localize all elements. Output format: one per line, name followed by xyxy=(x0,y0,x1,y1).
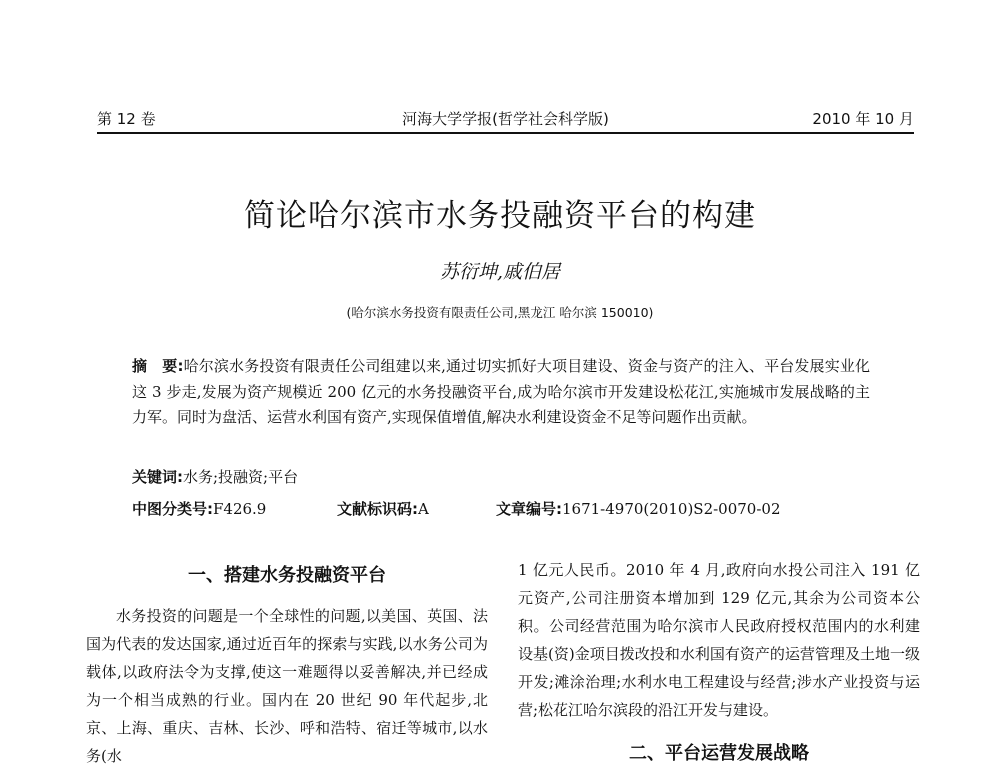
left-column xyxy=(86,556,488,770)
article-number-label: 文章编号: xyxy=(496,500,562,518)
keywords-label: 关键词: xyxy=(132,468,183,486)
doc-code xyxy=(337,498,429,519)
header-volume: 第 12 卷 xyxy=(97,110,156,128)
right-paragraph: 1 亿元人民币。2010 年 4 月,政府向水投公司注入 191 亿元资产,公司注册资本增加到 129 亿元,其余为公司资本公积。公司经营范围为哈尔滨市人民政府授权范围内的水利建设基(资)金项目拨改投和水利国有资产的运营管理及土地一级开发;滩涂治理;水利水电工程建设与经营;涉水产业投资与运营;松花江哈尔滨段的沿江开发与建设。 xyxy=(518,561,920,719)
doc-label: 文献标识码: xyxy=(337,500,418,518)
abstract-label: 摘 要: xyxy=(132,357,184,375)
keywords xyxy=(132,466,298,487)
doc-value: A xyxy=(418,500,429,518)
section-1-title: 一、搭建水务投融资平台 xyxy=(188,565,386,586)
abstract-text: 哈尔滨水务投资有限责任公司组建以来,通过切实抓好大项目建设、资金与资产的注入、平台发展实业化这 3 步走,发展为资产规模近 200 亿元的水务投融资平台,成为哈尔滨市开发建设松花江,实施城市发展战略的主力军。同时为盘活、运营水利国有资产,实现保值增值,解决水利建设资金不足等问题作出贡献。 xyxy=(132,357,871,426)
clc-number xyxy=(132,498,266,519)
left-paragraph: 水务投资的问题是一个全球性的问题,以美国、英国、法国为代表的发达国家,通过近百年的探索与实践,以水务公司为载体,以政府法令为支撑,使这一难题得以妥善解决,并已经成为一个相当成熟的行业。国内在 20 世纪 90 年代起步,北京、上海、重庆、吉林、长沙、呼和浩特、宿迁等城市,以水务(水 xyxy=(86,607,488,765)
running-header xyxy=(97,106,914,134)
right-column xyxy=(518,556,920,768)
keywords-text: 水务;投融资;平台 xyxy=(183,468,299,486)
author-affiliation: (哈尔滨水务投资有限责任公司,黑龙江 哈尔滨 150010) xyxy=(346,305,654,320)
section-2-title: 二、平台运营发展战略 xyxy=(629,743,809,764)
clc-label: 中图分类号: xyxy=(132,500,213,518)
header-date: 2010 年 10 月 xyxy=(812,110,914,128)
clc-value: F426.9 xyxy=(213,500,267,518)
header-journal: 河海大学学报(哲学社会科学版) xyxy=(402,110,609,128)
article-number xyxy=(496,498,781,519)
article-number-value: 1671-4970(2010)S2-0070-02 xyxy=(562,500,781,518)
article-authors: 苏衍坤,戚伯居 xyxy=(439,261,561,283)
article-title: 简论哈尔滨市水务投融资平台的构建 xyxy=(244,198,756,234)
abstract xyxy=(132,354,870,431)
